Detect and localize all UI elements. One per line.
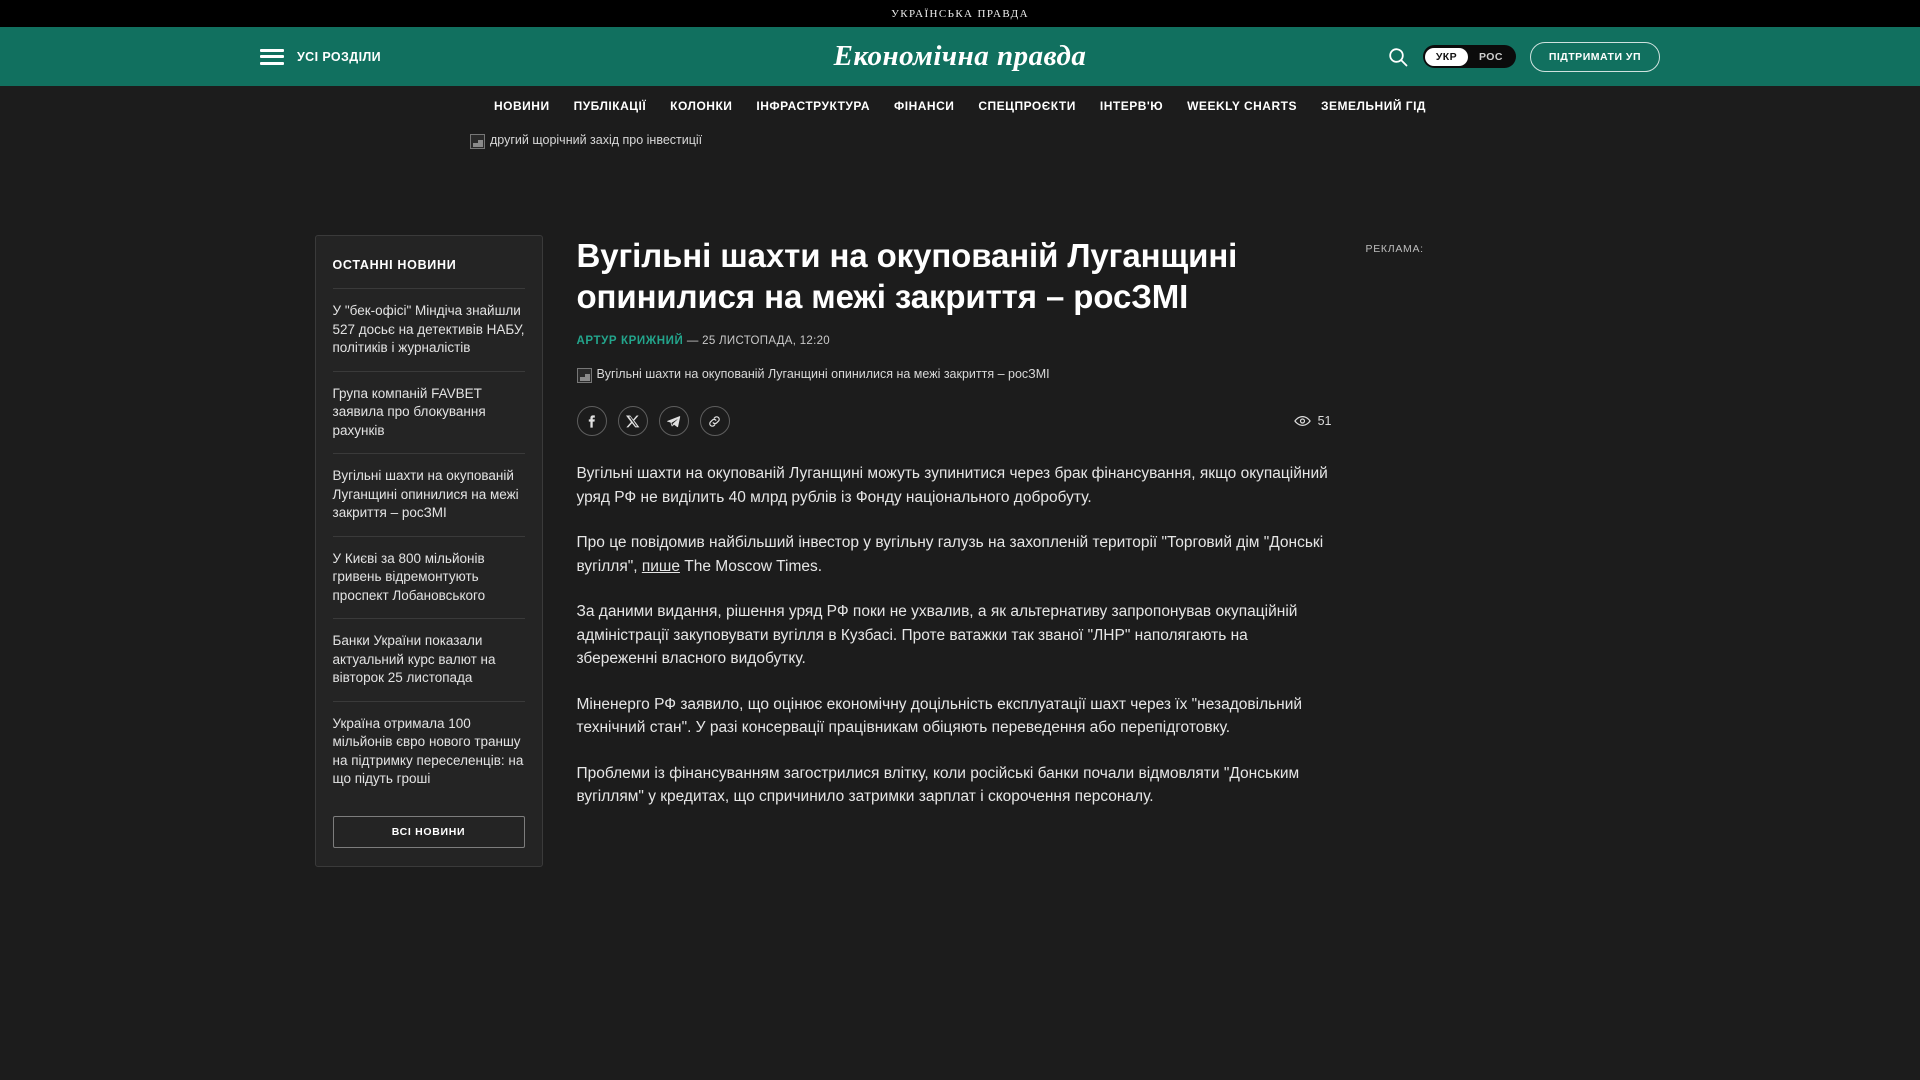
nav-item-zemelnyi-hid[interactable]: ЗЕМЕЛЬНИЙ ГІД (1320, 99, 1426, 113)
list-item[interactable]: Вугільні шахти на окупованій Луганщині опинилися на межі закриття – росЗМІ (333, 453, 525, 536)
advertising-rail (1366, 235, 1606, 1080)
byline-separator: — (686, 335, 699, 347)
article-paragraph: Міненерго РФ заявило, що оцінює економічну доцільність експлуатації шахт через їх "незадовільний технічний стан". У разі консервації працівникам обіцяють переведення або перепідготовку. (576, 695, 1303, 736)
paragraph-text-lead: Про це повідомив найбільший інвестор у вугільну галузь на захопленій території "Торговий дім "Донські вугілля", (576, 534, 1324, 575)
broken-image-icon (470, 134, 485, 149)
article-hero-alt-text: Вугільні шахти на окупованій Луганщині опинилися на межі закриття – росЗМІ (596, 367, 1050, 381)
article-author[interactable]: АРТУР КРИЖНИЙ (576, 335, 684, 347)
source-link[interactable]: пише (641, 557, 680, 575)
nav-item-finansy[interactable]: ФІНАНСИ (894, 99, 955, 113)
nav-item-publikacii[interactable]: ПУБЛІКАЦІЇ (573, 99, 647, 113)
promo-banner-alt-text: другий щорічний захід про інвестиції (490, 133, 703, 147)
list-item[interactable]: Група компаній FAVBET заявила про блокування рахунків (333, 371, 525, 454)
all-sections-label[interactable]: УСІ РОЗДІЛИ (297, 49, 382, 64)
all-news-button[interactable]: ВСІ НОВИНИ (333, 816, 525, 848)
nav-item-infrastruktura[interactable]: ІНФРАСТРУКТУРА (756, 99, 871, 113)
article-paragraph: Проблеми із фінансуванням загострилися влітку, коли російські банки почали відмовляти "Донським вугіллям" у кредитах, що спричинило затримки зарплат і скорочення персоналу. (576, 764, 1300, 805)
share-row (577, 406, 1332, 436)
copy-link-icon[interactable] (700, 406, 730, 436)
article-hero-image (577, 367, 1332, 388)
article-paragraph-with-link (577, 531, 1332, 578)
telegram-share-icon[interactable] (659, 406, 689, 436)
support-button[interactable]: ПІДТРИМАТИ УП (1530, 42, 1660, 72)
main-navigation (0, 86, 1920, 125)
header-left-group (260, 49, 381, 65)
view-count-value: 51 (1317, 414, 1332, 428)
facebook-share-icon[interactable] (577, 406, 607, 436)
article-body (577, 235, 1332, 1080)
lang-option-ukr[interactable]: УКР (1425, 48, 1468, 66)
network-brand-label[interactable]: УКРАЇНСЬКА ПРАВДА (891, 7, 1029, 20)
list-item[interactable]: Україна отримала 100 мільйонів євро нового траншу на підтримку переселенців: на що підуть гроші (333, 701, 525, 802)
broken-image-icon (577, 368, 592, 383)
nav-item-interviu[interactable]: ІНТЕРВ'Ю (1099, 99, 1164, 113)
nav-item-kolonky[interactable]: КОЛОНКИ (670, 99, 733, 113)
lang-option-rus[interactable]: РОС (1479, 50, 1503, 63)
hamburger-menu-icon[interactable] (260, 49, 284, 65)
sidebar-title: ОСТАННІ НОВИНИ (332, 258, 457, 272)
site-network-bar (0, 0, 1920, 27)
view-count (1294, 414, 1332, 428)
page-content (0, 211, 1920, 1080)
nav-item-specproekty[interactable]: СПЕЦПРОЄКТИ (978, 99, 1076, 113)
list-item[interactable]: У Києві за 800 мільйонів гривень відремонтують проспект Лобановського (333, 536, 525, 619)
latest-news-sidebar (315, 235, 543, 867)
search-icon[interactable] (1387, 46, 1409, 68)
article-byline (577, 335, 1332, 347)
x-share-icon[interactable] (618, 406, 648, 436)
site-header (0, 27, 1920, 86)
promo-banner-broken-image[interactable] (470, 133, 702, 149)
article-date: 25 ЛИСТОПАДА, 12:20 (702, 335, 830, 347)
nav-item-weekly-charts[interactable]: WEEKLY CHARTS (1187, 99, 1297, 113)
list-item[interactable]: У "бек-офісі" Міндіча знайшли 527 досьє на детективів НАБУ, політиків і журналістів (333, 288, 525, 371)
site-logo[interactable]: Економічна правда (833, 40, 1087, 72)
header-right-group (1387, 42, 1660, 72)
article-paragraph: Вугільні шахти на окупованій Луганщині можуть зупинитися через брак фінансування, якщо окупаційний уряд РФ не виділить 40 млрд рублів із Фонду національного добробуту. (576, 465, 1328, 506)
nav-item-novyny[interactable]: НОВИНИ (494, 99, 550, 113)
page-title: Вугільні шахти на окупованій Луганщині опинилися на межі закриття – росЗМІ (576, 237, 1238, 315)
article-paragraph: За даними видання, рішення уряд РФ поки не ухвалив, а як альтернативу запропонував окупаційній адміністрації закуповувати вугілля в Кузбасі. Проте ватажки так званої "ЛНР" наполягають на збереженні власного видобутку. (576, 603, 1298, 667)
advertising-label: РЕКЛАМА: (1365, 243, 1424, 255)
language-switcher[interactable] (1423, 45, 1516, 68)
source-name: The Moscow Times. (684, 557, 823, 575)
eye-icon (1294, 415, 1311, 427)
promo-banner-area (0, 125, 1920, 211)
list-item[interactable]: Банки України показали актуальний курс валют на вівторок 25 листопада (333, 618, 525, 701)
